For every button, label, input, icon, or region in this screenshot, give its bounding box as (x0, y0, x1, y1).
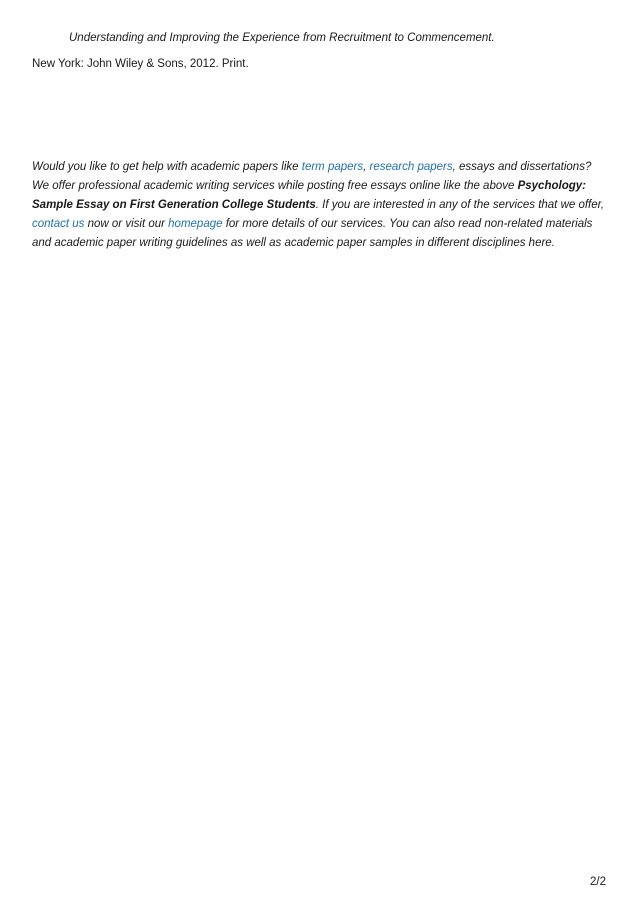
promo-text: . If you are interested in any of the services that we offer, (315, 199, 605, 211)
promo-text: for more details of our services. You can also read non-related materials and academic paper writing guidelines as well as academic paper samples in different disciplines here. (32, 218, 593, 249)
essay-title-bold: Psychology: Sample Essay on First Generation College Students (32, 180, 586, 211)
promo-text: Would you like to get help with academic papers like (32, 161, 302, 173)
promo-paragraph (32, 158, 608, 253)
term-papers-link[interactable]: term papers (301, 161, 364, 173)
promo-text: , (363, 161, 370, 173)
page-number: 2/2 (590, 876, 606, 888)
contact-us-link[interactable]: contact us (32, 218, 85, 230)
reference-publisher-line: New York: John Wiley & Sons, 2012. Print. (32, 58, 249, 70)
reference-title-line: Understanding and Improving the Experience from Recruitment to Commencement. (69, 32, 495, 44)
promo-text: now or visit our (84, 218, 169, 230)
research-papers-link[interactable]: research papers (369, 161, 453, 173)
homepage-link[interactable]: homepage (168, 218, 223, 230)
promo-text: , essays and dissertations? We offer professional academic writing services while posting free essays online like the above (32, 161, 592, 192)
